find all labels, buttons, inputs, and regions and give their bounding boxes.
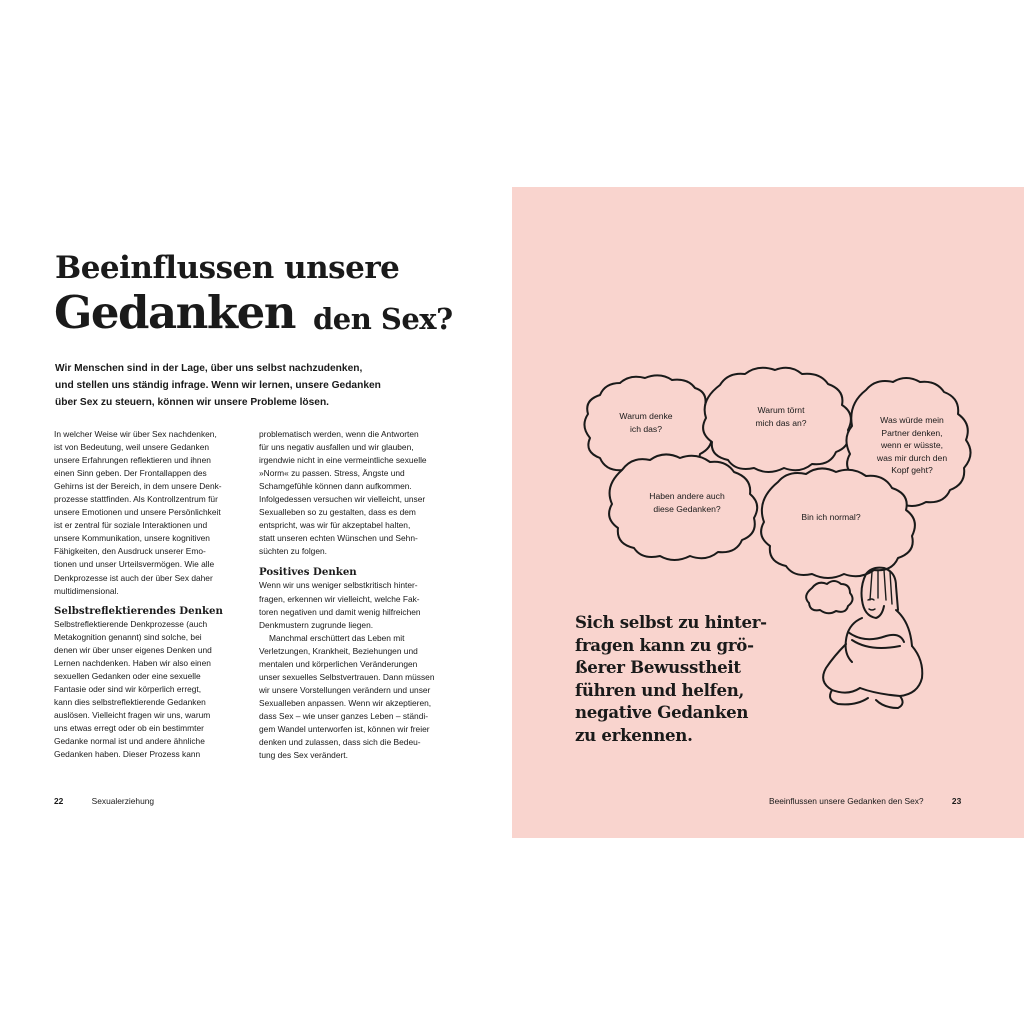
text-line: führen und helfen, — [575, 679, 744, 700]
text-line: Wir Menschen sind in der Lage, über uns selbst nachzudenken, — [55, 363, 363, 374]
text-line: Fähigkeiten, den Ausdruck unserer Emo- — [54, 546, 206, 557]
text-line: unser sexuelles Selbstvertrauen. Dann müssen — [259, 671, 435, 682]
text-line: Gedanke normal ist und andere ähnliche — [54, 736, 205, 747]
text-line: ist von Bedeutung, weil unsere Gedanken — [54, 442, 210, 453]
text-line: Sich selbst zu hinter- — [575, 612, 767, 632]
text-line: denen wir über unser eigenes Denken und — [54, 644, 212, 655]
text-line: uns etwas erregt oder ob ein bestimmter — [54, 722, 204, 733]
text-line: Haben andere auch — [649, 491, 725, 501]
text-line: fragen kann zu grö- — [575, 634, 754, 655]
text-line: was mir durch den — [876, 452, 948, 463]
text-line: tung des Sex verändert. — [259, 750, 348, 761]
text-line: Denkmustern zugrunde liegen. — [259, 619, 374, 630]
text-line: kann dies selbstreflektierende Gedanken — [54, 696, 206, 707]
text-line: gem Wandel unterworfen ist, können wir freier — [259, 723, 430, 734]
text-line: Metakognition genannt) sind solche, bei — [54, 631, 202, 642]
text-line: denken und zulassen, dass sich die Bedeu- — [259, 737, 421, 748]
text-line: entspricht, was wir für akzeptabel halten, — [259, 520, 411, 531]
text-line: Lernen nachdenken. Haben wir also einen — [54, 657, 211, 668]
text-line: multidimensional. — [54, 585, 119, 596]
text-line: Sexualleben anpassen. Wenn wir akzeptieren, — [259, 697, 432, 708]
text-line: wenn er wüsste, — [880, 440, 944, 451]
small-thought-bubble — [806, 581, 852, 613]
text-line: fragen, erkennen wir vielleicht, welche Fak- — [259, 593, 420, 604]
text-line: einen Sinn geben. Der Frontallappen des — [54, 468, 207, 479]
pull-quote — [575, 611, 790, 746]
text-line: Gehirns ist der Bereich, in dem unsere Denk- — [54, 481, 222, 492]
text-line: Sexualleben so zu gestalten, dass es dem — [259, 507, 416, 518]
bubble-text — [801, 511, 860, 524]
text-line: auslösen. Vielleicht fragen wir uns, warum — [54, 709, 211, 720]
text-line: Partner denken, — [881, 427, 943, 438]
text-line: sexuellen Gedanken oder eine sexuelle — [54, 670, 201, 681]
text-line: Selbstreflektierende Denkprozesse (auch — [54, 618, 208, 629]
text-line: tionen und unser Urteilsvermögen. Wie alle — [54, 559, 215, 570]
text-line: mich das an? — [755, 417, 807, 428]
text-line: irgendwie nicht in eine vermeintliche sexuelle — [259, 455, 427, 466]
text-line: Wenn wir uns weniger selbstkritisch hinter- — [259, 580, 418, 591]
text-line: Was würde mein — [880, 415, 944, 425]
text-line: Warum denke — [619, 411, 673, 421]
text-line: Warum törnt — [757, 405, 805, 415]
text-line: diese Gedanken? — [653, 503, 721, 514]
page-title-line-3: den Sex? — [313, 302, 453, 336]
text-line: süchten zu folgen. — [259, 546, 327, 557]
bubble-text — [877, 414, 947, 477]
text-line: und stellen uns ständig infrage. Wenn wir lernen, unsere Gedanken — [55, 380, 381, 391]
text-line: Fantasie oder sind wir körperlich erregt, — [54, 683, 202, 694]
bubble-text — [649, 490, 725, 515]
bubble-text — [619, 410, 672, 435]
text-line: wir unsere Vorstellungen verändern und unser — [259, 684, 431, 695]
text-line: Schamgefühle können dann aufkommen. — [259, 481, 412, 492]
text-line: toren negativen und damit wenig hilfreichen — [259, 606, 421, 617]
text-line: In welcher Weise wir über Sex nachdenken, — [54, 429, 217, 439]
text-line: ßerer Bewusstheit — [575, 657, 741, 677]
text-line: Infolgedessen versuchen wir vielleicht, unser — [259, 494, 426, 505]
text-line: für uns negativ ausfallen und wir glauben, — [259, 442, 414, 453]
text-line: unsere Emotionen und unsere Persönlichkeit — [54, 507, 221, 518]
text-line: dass Sex – wie unser ganzes Leben – ständi- — [259, 710, 429, 721]
page-number: 22 — [54, 796, 64, 806]
text-line: prozesse stattfinden. Als Kontrollzentrum für — [54, 494, 218, 505]
text-line: mentalen und körperlichen Veränderungen — [259, 658, 418, 669]
text-line: Bin ich normal? — [801, 512, 861, 522]
text-line: ich das? — [629, 423, 662, 434]
running-title: Beeinflussen unsere Gedanken den Sex? — [769, 796, 924, 806]
section-name: Sexualerziehung — [91, 796, 155, 806]
subheading: Positives Denken — [259, 566, 357, 579]
text-line: ist er zentral für soziale Interaktionen und — [54, 520, 208, 531]
page-title-line-1: Beeinflussen unsere — [55, 250, 400, 286]
text-line: problematisch werden, wenn die Antworten — [259, 429, 419, 439]
text-line: über Sex zu steuern, können wir unsere Probleme lösen. — [55, 397, 330, 408]
page-number: 23 — [951, 796, 962, 806]
subheading: Selbstreflektierendes Denken — [54, 604, 223, 617]
text-line: Verletzungen, Krankheit, Beziehungen und — [259, 645, 418, 656]
bubble-text — [755, 404, 806, 429]
text-line: statt unseren echten Wünschen und Sehn- — [259, 533, 418, 544]
text-line: zu erkennen. — [575, 724, 693, 745]
text-line: negative Gedanken — [575, 702, 749, 722]
text-line: Kopf geht? — [891, 465, 933, 476]
page-title-line-2: Gedanken — [54, 286, 295, 339]
text-line: Denkprozesse ist auch der über Sex daher — [54, 572, 213, 583]
text-line: »Norm« zu passen. Stress, Ängste und — [259, 468, 405, 479]
text-line: Manchmal erschüttert das Leben mit — [269, 632, 405, 643]
text-line: Gedanken haben. Dieser Prozess kann — [54, 749, 201, 760]
text-line: unsere Kommunikation, unsere kognitiven — [54, 533, 210, 544]
text-line: unsere Erfahrungen reflektieren und ihnen — [54, 455, 211, 466]
